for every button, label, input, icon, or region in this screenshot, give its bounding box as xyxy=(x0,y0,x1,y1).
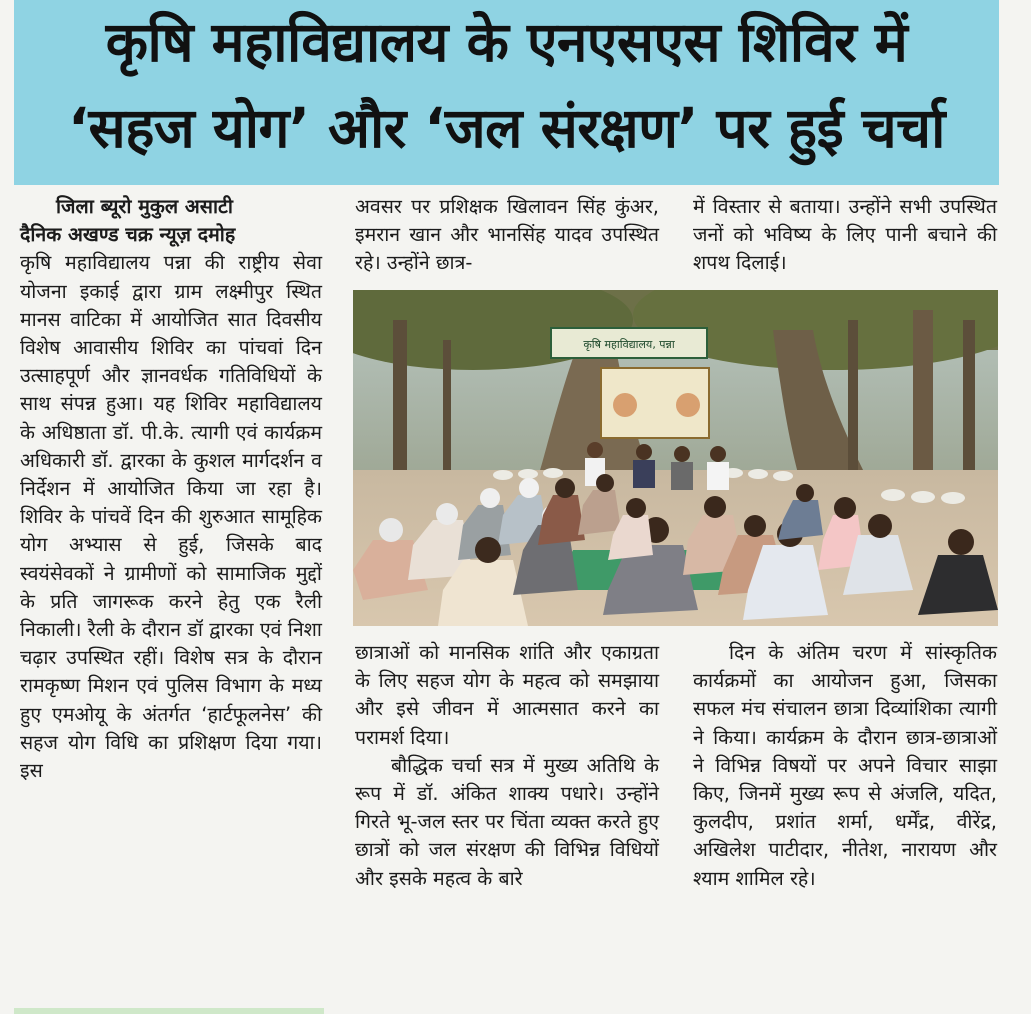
news-photo xyxy=(353,290,998,626)
column-2-paragraph-2: बौद्धिक चर्चा सत्र में मुख्य अतिथि के रूप में डॉ. अंकित शाक्य पधारे। उन्होंने गिरते भू-जल स्तर पर चिंता व्यक्त करते हुए छात्रों को जल संरक्षण की विभिन्न विधियों और इसके महत्व के बारे xyxy=(355,753,659,890)
column-1 xyxy=(20,193,322,785)
column-3-top-text: में विस्तार से बताया। उन्होंने सभी उपस्थित जनों को भविष्य के लिए पानी बचाने की शपथ दिलाई। xyxy=(693,195,997,275)
column-2-top xyxy=(355,193,659,278)
column-2-top-text: अवसर पर प्रशिक्षक खिलावन सिंह कुंअर, इमरान खान और भानसिंह यादव उपस्थित रहे। उन्होंने छात्र- xyxy=(355,195,659,275)
byline-reporter: जिला ब्यूरो मुकुल असाटी xyxy=(56,195,233,218)
column-3-top xyxy=(693,193,997,278)
column-3-bottom xyxy=(693,639,997,893)
column-2-paragraph-1: छात्राओं को मानसिक शांति और एकाग्रता के लिए सहज योग के महत्व को समझाया और इसे जीवन में आत्मसात करने का परामर्श दिया। xyxy=(355,641,659,749)
headline-line-2: ‘सहज योग’ और ‘जल संरक्षण’ पर हुई चर्चा xyxy=(68,96,945,160)
column-1-paragraph: कृषि महाविद्यालय पन्ना की राष्ट्रीय सेवा योजना इकाई द्वारा ग्राम लक्ष्मीपुर स्थित मानस वाटिका में आयोजित सात दिवसीय विशेष आवासीय शिविर का पांचवां दिन उत्साहपूर्ण और ज्ञानवर्धक गतिविधियों के साथ संपन्न हुआ। यह शिविर महाविद्यालय के अधिष्ठाता डॉ. पी.के. त्यागी एवं कार्यक्रम अधिकारी डॉ. द्वारका के कुशल मार्गदर्शन व निर्देशन में आयोजित किया जा रहा है। शिविर के पांचवें दिन की शुरुआत सामूहिक योग अभ्यास से हुई, जिसके बाद स्वयंसेवकों ने ग्रामीणों को सामाजिक मुद्दों के प्रति जागरूक करने हेतु एक रैली निकाली। रैली के दौरान डॉ द्वारका एवं निशा चढ़ार उपस्थित रहीं। विशेष सत्र के दौरान रामकृष्ण मिशन एवं पुलिस विभाग के मध्य हुए एमओयू के अंतर्गत ‘हार्टफूलनेस’ की सहज योग विधि का प्रशिक्षण दिया गया। इस xyxy=(20,251,322,783)
headline-band xyxy=(14,0,999,185)
headline-line-1: कृषि महाविद्यालय के एनएसएस शिविर में xyxy=(105,10,908,74)
bottom-strip xyxy=(14,1008,324,1014)
column-2-bottom xyxy=(355,639,659,893)
photo-banner-text: कृषि महाविद्यालय, पन्ना xyxy=(583,338,675,351)
byline-paper: दैनिक अखण्ड चक्र न्यूज़ दमोह xyxy=(20,223,236,247)
column-3-paragraph-1: दिन के अंतिम चरण में सांस्कृतिक कार्यक्रमों का आयोजन हुआ, जिसका सफल मंच संचालन छात्रा दिव्यांशिका त्यागी ने किया। कार्यक्रम के दौरान छात्र-छात्राओं ने विभिन्न विषयों पर अपने विचार साझा किए, जिनमें मुख्य रूप से अंजलि, यदित, कुलदीप, प्रशांत शर्मा, धर्मेंद्र, वीरेंद्र, अखिलेश पाटीदार, नीतेश, नारायण और श्याम शामिल रहे। xyxy=(693,641,997,890)
